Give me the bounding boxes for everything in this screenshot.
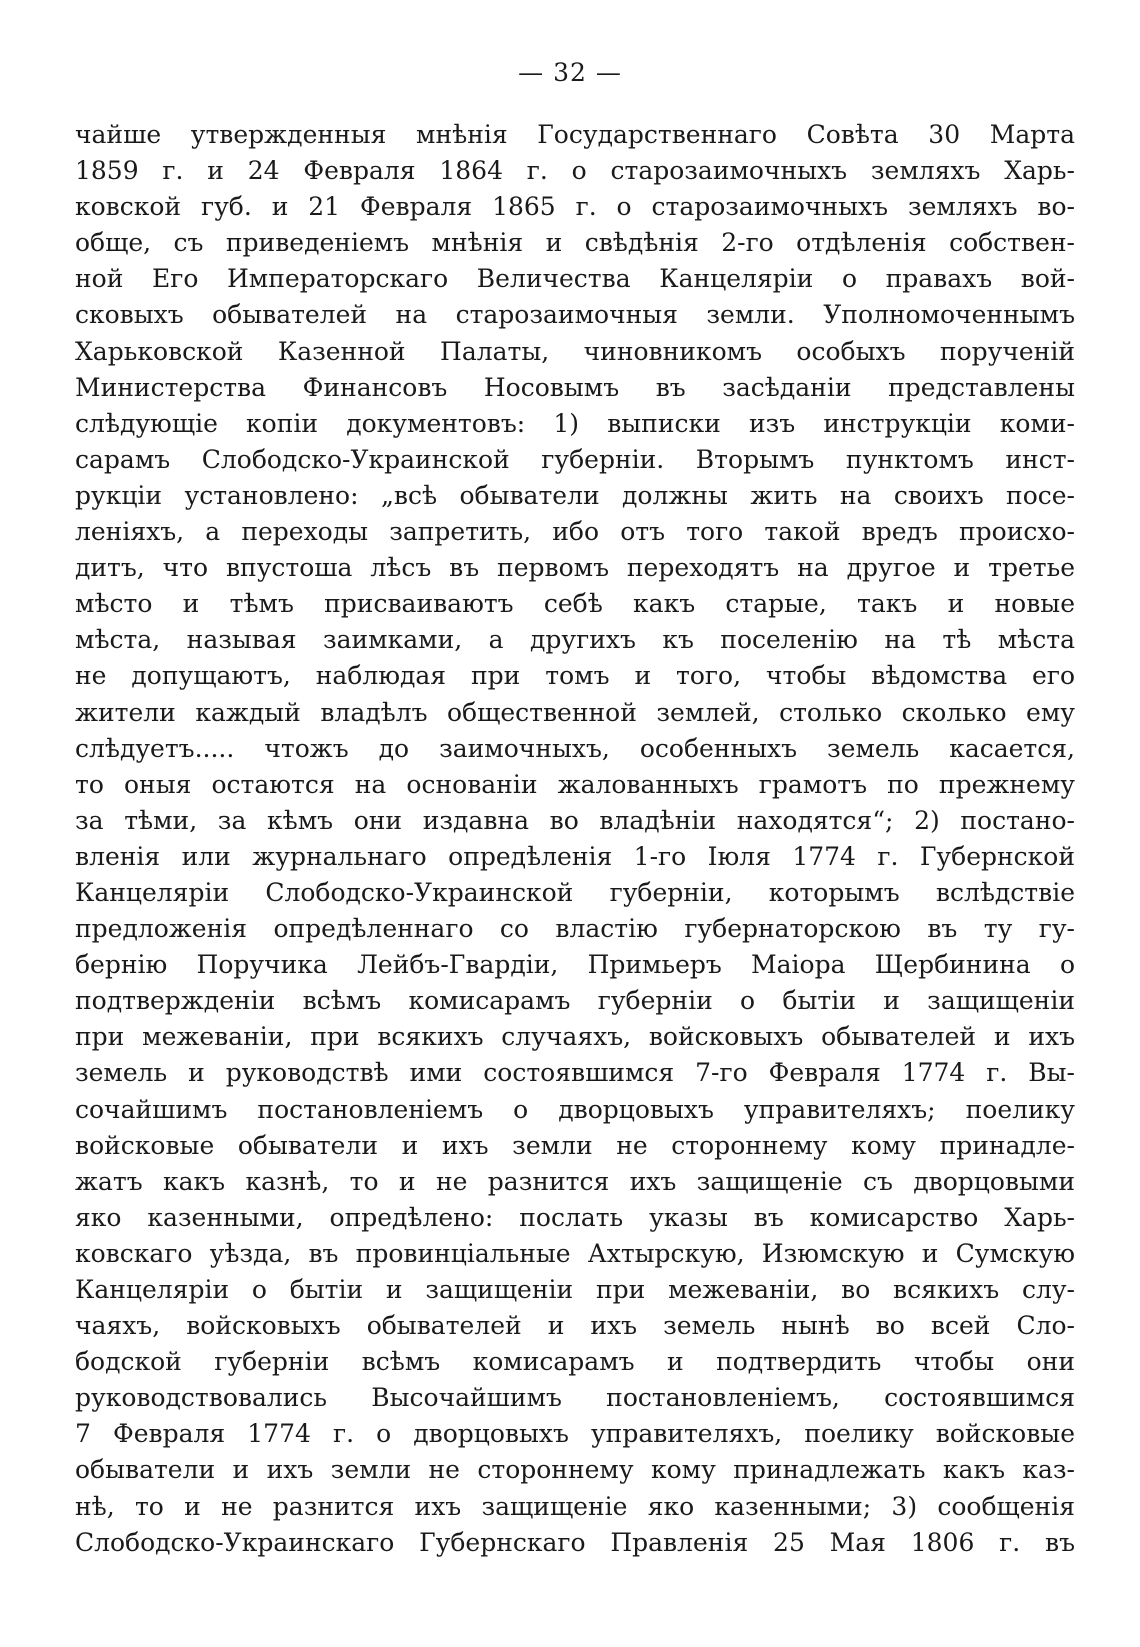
text-line: мѣста, называя заимками, а другихъ къ поселенію на тѣ мѣста — [75, 625, 1075, 655]
text-line: бодской губерніи всѣмъ комисарамъ и подтвердить чтобы они — [75, 1347, 1075, 1377]
text-line: слѣдующіе копіи документовъ: 1) выписки изъ инструкціи коми- — [75, 408, 1075, 438]
text-line: сковыхъ обывателей на старозаимочныя земли. Уполномоченнымъ — [75, 300, 1075, 330]
text-line: обыватели и ихъ земли не стороннему кому принадлежать какъ каз- — [75, 1455, 1075, 1485]
text-line: не допущаютъ, наблюдая при томъ и того, чтобы вѣдомства его — [75, 661, 1075, 691]
text-line: яко казенными, опредѣлено: послать указы въ комисарство Харь- — [75, 1202, 1075, 1232]
text-line: леніяхъ, а переходы запретить, ибо отъ того такой вредъ происхо- — [75, 517, 1075, 547]
text-line: нѣ, то и не разнится ихъ защищеніе яко казенными; 3) сообщенія — [75, 1491, 1075, 1521]
text-line: сарамъ Слободско-Украинской губерніи. Вторымъ пунктомъ инст- — [75, 444, 1075, 474]
text-line: 1859 г. и 24 Февраля 1864 г. о старозаимочныхъ земляхъ Харь- — [75, 156, 1075, 186]
text-line: ной Его Императорскаго Величества Канцеляріи о правахъ вой- — [75, 264, 1075, 294]
text-line: жатъ какъ казнѣ, то и не разнится ихъ защищеніе съ дворцовыми — [75, 1166, 1075, 1196]
text-line: 7 Февраля 1774 г. о дворцовыхъ управителяхъ, поелику войсковые — [75, 1419, 1075, 1449]
text-line: рукціи установлено: „всѣ обыватели должны жить на своихъ посе- — [75, 480, 1075, 510]
text-line: обще, съ приведеніемъ мнѣнія и свѣдѣнія 2-го отдѣленія собствен- — [75, 228, 1075, 258]
text-line: подтвержденіи всѣмъ комисарамъ губерніи о бытіи и защищеніи — [75, 986, 1075, 1016]
text-line: Канцеляріи о бытіи и защищеніи при межеваніи, во всякихъ слу- — [75, 1275, 1075, 1304]
text-line: ковскаго уѣзда, въ провинціальные Ахтырскую, Изюмскую и Сумскую — [75, 1238, 1075, 1268]
text-line: мѣсто и тѣмъ присваиваютъ себѣ какъ старые, такъ и новые — [75, 589, 1075, 619]
text-line: при межеваніи, при всякихъ случаяхъ, войсковыхъ обывателей и ихъ — [75, 1022, 1075, 1052]
text-line: за тѣми, за кѣмъ они издавна во владѣніи находятся“; 2) постано- — [75, 805, 1075, 835]
text-line: жители каждый владѣлъ общественной землей, столько сколько ему — [75, 697, 1075, 727]
text-line: Харьковской Казенной Палаты, чиновникомъ особыхъ порученій — [75, 336, 1075, 366]
text-line: Канцеляріи Слободско-Украинской губерніи, которымъ вслѣдствіе — [75, 877, 1075, 907]
text-line: дитъ, что впустоша лѣсъ въ первомъ переходятъ на другое и третье — [75, 553, 1075, 583]
page-number: — 32 — — [518, 58, 622, 87]
text-line: Министерства Финансовъ Носовымъ въ засѣданіи представлены — [75, 372, 1075, 402]
body-text — [75, 117, 1075, 1561]
text-line: сочайшимъ постановленіемъ о дворцовыхъ управителяхъ; поелику — [75, 1094, 1075, 1124]
text-line: то оныя остаются на основаніи жалованныхъ грамотъ по прежнему — [75, 769, 1075, 799]
text-line: земель и руководствѣ ими состоявшимся 7-го Февраля 1774 г. Вы- — [75, 1058, 1075, 1088]
text-line: вленія или журнальнаго опредѣленія 1-го Іюля 1774 г. Губернской — [75, 841, 1075, 871]
text-line: чайше утвержденныя мнѣнія Государственнаго Совѣта 30 Марта — [75, 120, 1075, 149]
text-line: Слободско-Украинскаго Губернскаго Правленія 25 Мая 1806 г. въ — [75, 1527, 1075, 1557]
text-line: руководствовались Высочайшимъ постановленіемъ, состоявшимся — [75, 1383, 1075, 1413]
text-line: ковской губ. и 21 Февраля 1865 г. о старозаимочныхъ земляхъ во- — [75, 192, 1075, 222]
text-line: бернію Поручика Лейбъ-Гвардіи, Примьеръ Маіора Щербинина о — [75, 950, 1075, 980]
text-line: слѣдуетъ..... чтожъ до заимочныхъ, особенныхъ земель касается, — [75, 733, 1075, 763]
text-line: чаяхъ, войсковыхъ обывателей и ихъ земель нынѣ во всей Сло- — [75, 1311, 1075, 1341]
text-line: предложенія опредѣленнаго со властію губернаторскою въ ту гу- — [75, 914, 1075, 944]
text-line: войсковые обыватели и ихъ земли не стороннему кому принадле- — [75, 1130, 1075, 1160]
